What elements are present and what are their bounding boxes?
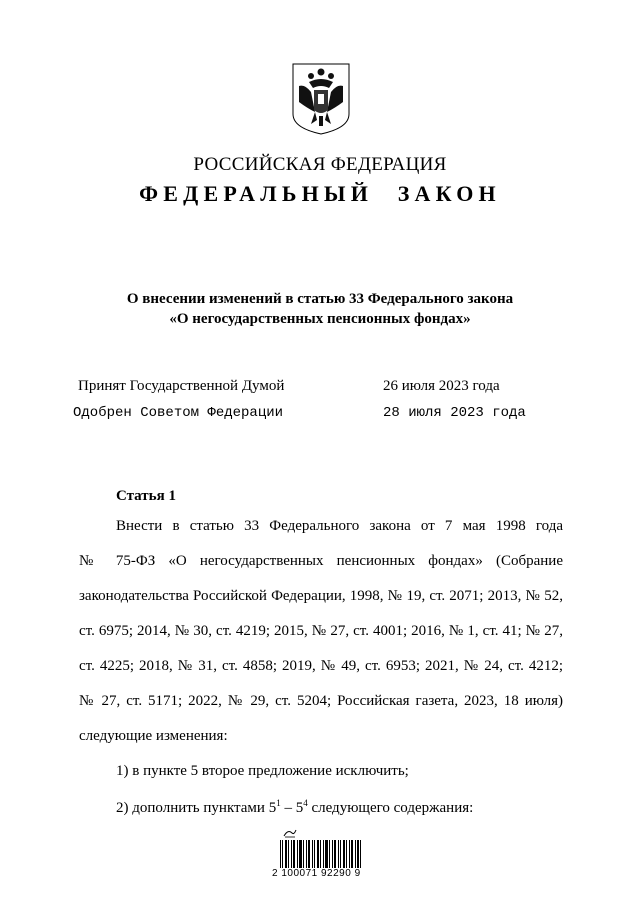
coat-of-arms-icon (289, 62, 353, 136)
list-item-2-dash: – 5 (280, 800, 304, 816)
paragraph-line: ст. 4225; 2018, № 31, ст. 4858; 2019, № 49, ст. 6953; 2021, № 24, ст. 4212; (79, 658, 563, 674)
duma-adoption-label: Принят Государственной Думой (78, 378, 285, 394)
article-heading: Статья 1 (116, 488, 176, 504)
law-title (0, 289, 640, 329)
law-title-line-2: «О негосударственных пенсионных фондах» (169, 311, 471, 327)
superscript: 4 (303, 798, 308, 808)
paragraph-line: законодательства Российской Федерации, 1998, № 19, ст. 2071; 2013, № 52, (79, 588, 563, 604)
paragraph-line: Внести в статью 33 Федерального закона от 7 мая 1998 года (116, 518, 563, 534)
council-approval-label: Одобрен Советом Федерации (73, 405, 284, 421)
list-item-2-text-end: следующего содержания: (307, 800, 474, 816)
law-title-line-1: О внесении изменений в статью 33 Федерального закона (126, 291, 514, 307)
document-type: ФЕДЕРАЛЬНЫЙ ЗАКОН (139, 181, 501, 206)
council-approval-date: 28 июля 2023 года (383, 405, 526, 421)
paragraph-line: № 75-ФЗ «О негосударственных пенсионных фондах» (Собрание (79, 553, 563, 569)
barcode-number: 2 100071 92290 9 (272, 868, 361, 879)
paragraph-line: ст. 6975; 2014, № 30, ст. 4219; 2015, № 27, ст. 4001; 2016, № 1, ст. 41; № 27, (79, 623, 563, 639)
paragraph-line: № 27, ст. 5171; 2022, № 29, ст. 5204; Российская газета, 2023, 18 июля) (79, 693, 563, 709)
barcode-icon (280, 840, 362, 868)
list-item-2 (116, 798, 473, 817)
country-name: РОССИЙСКАЯ ФЕДЕРАЦИЯ (193, 154, 447, 175)
list-item-2-text: 2) дополнить пунктами 5 (116, 800, 277, 816)
superscript: 1 (276, 798, 281, 808)
list-item-1: 1) в пункте 5 второе предложение исключить; (116, 763, 409, 779)
paragraph-line: следующие изменения: (79, 728, 228, 744)
registration-mark-icon (283, 828, 297, 838)
duma-adoption-date: 26 июля 2023 года (383, 378, 500, 394)
